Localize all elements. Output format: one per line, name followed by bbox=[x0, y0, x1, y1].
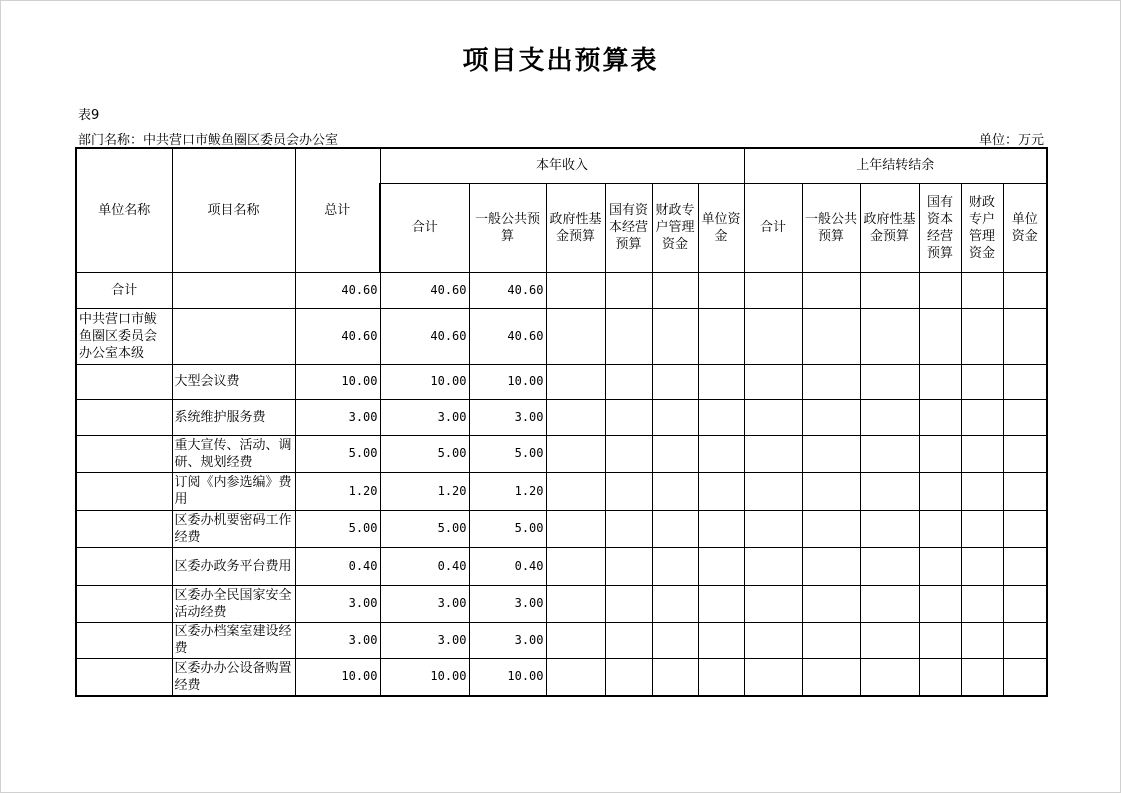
cell-unit-name bbox=[76, 364, 172, 399]
department-name: 部门名称：中共营口市鲅鱼圈区委员会办公室 bbox=[78, 133, 339, 148]
cell-prev-general-budget bbox=[802, 272, 860, 308]
cell-prev-unit-fund bbox=[1003, 658, 1047, 696]
page-title: 项目支出预算表 bbox=[462, 46, 659, 76]
cell-cur-unit-fund bbox=[698, 364, 744, 399]
cell-prev-unit-fund bbox=[1003, 510, 1047, 547]
table-number: 表9 bbox=[78, 108, 100, 123]
cell-cur-fiscal-special bbox=[652, 272, 698, 308]
cell-cur-unit-fund bbox=[698, 308, 744, 364]
header-total: 总计 bbox=[295, 148, 380, 272]
header-prev-unit-fund: 单位资金 bbox=[1003, 183, 1047, 272]
cell-cur-gov-fund bbox=[546, 472, 605, 510]
cell-cur-unit-fund bbox=[698, 622, 744, 658]
cell-prev-state-capital bbox=[919, 308, 961, 364]
cell-cur-subtotal: 10.00 bbox=[380, 364, 469, 399]
budget-table bbox=[75, 147, 1048, 697]
cell-cur-state-capital bbox=[605, 364, 652, 399]
cell-cur-state-capital bbox=[605, 622, 652, 658]
cell-cur-subtotal: 40.60 bbox=[380, 308, 469, 364]
cell-cur-gov-fund bbox=[546, 308, 605, 364]
cell-cur-subtotal: 0.40 bbox=[380, 547, 469, 585]
cell-prev-state-capital bbox=[919, 547, 961, 585]
cell-project-name: 区委办政务平台费用 bbox=[172, 547, 295, 585]
cell-project-name: 区委办机要密码工作经费 bbox=[172, 510, 295, 547]
table-row bbox=[76, 547, 1047, 585]
cell-cur-fiscal-special bbox=[652, 472, 698, 510]
table-row bbox=[76, 399, 1047, 435]
cell-cur-subtotal: 10.00 bbox=[380, 658, 469, 696]
cell-cur-unit-fund bbox=[698, 435, 744, 472]
cell-prev-fiscal-special bbox=[961, 364, 1003, 399]
cell-cur-general-budget: 3.00 bbox=[469, 622, 546, 658]
cell-cur-state-capital bbox=[605, 472, 652, 510]
cell-cur-state-capital bbox=[605, 510, 652, 547]
table-row bbox=[76, 510, 1047, 547]
cell-cur-state-capital bbox=[605, 658, 652, 696]
cell-prev-gov-fund bbox=[860, 622, 919, 658]
cell-prev-state-capital bbox=[919, 399, 961, 435]
cell-cur-general-budget: 40.60 bbox=[469, 272, 546, 308]
cell-cur-gov-fund bbox=[546, 622, 605, 658]
cell-prev-unit-fund bbox=[1003, 585, 1047, 622]
cell-prev-subtotal bbox=[744, 510, 802, 547]
cell-prev-gov-fund bbox=[860, 658, 919, 696]
header-prev-state-capital: 国有资本经营预算 bbox=[919, 183, 961, 272]
cell-cur-unit-fund bbox=[698, 547, 744, 585]
cell-prev-gov-fund bbox=[860, 435, 919, 472]
header-cur-state-capital: 国有资本经营预算 bbox=[605, 183, 652, 272]
cell-cur-fiscal-special bbox=[652, 435, 698, 472]
header-cur-subtotal: 合计 bbox=[380, 183, 469, 272]
cell-prev-fiscal-special bbox=[961, 308, 1003, 364]
cell-total: 3.00 bbox=[295, 399, 380, 435]
cell-prev-gov-fund bbox=[860, 472, 919, 510]
cell-unit-name bbox=[76, 658, 172, 696]
cell-cur-general-budget: 40.60 bbox=[469, 308, 546, 364]
cell-cur-unit-fund bbox=[698, 658, 744, 696]
cell-cur-fiscal-special bbox=[652, 547, 698, 585]
cell-prev-subtotal bbox=[744, 472, 802, 510]
cell-cur-gov-fund bbox=[546, 658, 605, 696]
header-cur-gov-fund: 政府性基金预算 bbox=[546, 183, 605, 272]
cell-prev-fiscal-special bbox=[961, 272, 1003, 308]
cell-prev-gov-fund bbox=[860, 364, 919, 399]
cell-prev-subtotal bbox=[744, 308, 802, 364]
cell-project-name: 区委办全民国家安全活动经费 bbox=[172, 585, 295, 622]
cell-cur-unit-fund bbox=[698, 510, 744, 547]
cell-prev-state-capital bbox=[919, 622, 961, 658]
cell-cur-gov-fund bbox=[546, 364, 605, 399]
cell-cur-fiscal-special bbox=[652, 399, 698, 435]
cell-prev-general-budget bbox=[802, 435, 860, 472]
cell-prev-fiscal-special bbox=[961, 622, 1003, 658]
cell-prev-unit-fund bbox=[1003, 308, 1047, 364]
cell-unit-name bbox=[76, 510, 172, 547]
cell-unit-name bbox=[76, 547, 172, 585]
cell-prev-subtotal bbox=[744, 272, 802, 308]
cell-prev-unit-fund bbox=[1003, 364, 1047, 399]
cell-cur-fiscal-special bbox=[652, 364, 698, 399]
cell-project-name: 区委办办公设备购置经费 bbox=[172, 658, 295, 696]
header-prev-fiscal-special: 财政专户管理资金 bbox=[961, 183, 1003, 272]
cell-unit-name: 合计 bbox=[76, 272, 172, 308]
cell-prev-gov-fund bbox=[860, 547, 919, 585]
cell-total: 0.40 bbox=[295, 547, 380, 585]
header-cur-unit-fund: 单位资金 bbox=[698, 183, 744, 272]
cell-cur-subtotal: 40.60 bbox=[380, 272, 469, 308]
cell-cur-fiscal-special bbox=[652, 510, 698, 547]
table-row bbox=[76, 435, 1047, 472]
table-row bbox=[76, 272, 1047, 308]
unit-label: 单位：万元 bbox=[978, 133, 1044, 148]
header-prev-gov-fund: 政府性基金预算 bbox=[860, 183, 919, 272]
cell-prev-gov-fund bbox=[860, 585, 919, 622]
cell-unit-name: 中共营口市鲅鱼圈区委员会办公室本级 bbox=[76, 308, 172, 364]
cell-prev-gov-fund bbox=[860, 308, 919, 364]
cell-prev-unit-fund bbox=[1003, 547, 1047, 585]
cell-cur-general-budget: 5.00 bbox=[469, 510, 546, 547]
cell-prev-unit-fund bbox=[1003, 435, 1047, 472]
cell-total: 10.00 bbox=[295, 364, 380, 399]
cell-prev-gov-fund bbox=[860, 510, 919, 547]
cell-prev-state-capital bbox=[919, 272, 961, 308]
cell-prev-general-budget bbox=[802, 622, 860, 658]
cell-prev-general-budget bbox=[802, 585, 860, 622]
cell-prev-general-budget bbox=[802, 547, 860, 585]
cell-total: 5.00 bbox=[295, 435, 380, 472]
header-project-name: 项目名称 bbox=[172, 148, 295, 272]
cell-prev-subtotal bbox=[744, 399, 802, 435]
cell-prev-general-budget bbox=[802, 399, 860, 435]
cell-prev-general-budget bbox=[802, 658, 860, 696]
cell-unit-name bbox=[76, 435, 172, 472]
cell-cur-subtotal: 3.00 bbox=[380, 622, 469, 658]
cell-prev-fiscal-special bbox=[961, 435, 1003, 472]
header-unit-name: 单位名称 bbox=[76, 148, 172, 272]
cell-prev-state-capital bbox=[919, 472, 961, 510]
cell-cur-subtotal: 5.00 bbox=[380, 435, 469, 472]
cell-cur-general-budget: 3.00 bbox=[469, 399, 546, 435]
cell-cur-general-budget: 10.00 bbox=[469, 364, 546, 399]
cell-cur-state-capital bbox=[605, 435, 652, 472]
cell-project-name: 订阅《内参选编》费用 bbox=[172, 472, 295, 510]
cell-prev-subtotal bbox=[744, 658, 802, 696]
cell-prev-fiscal-special bbox=[961, 658, 1003, 696]
header-prev-general-budget: 一般公共预算 bbox=[802, 183, 860, 272]
cell-project-name: 重大宣传、活动、调研、规划经费 bbox=[172, 435, 295, 472]
cell-cur-unit-fund bbox=[698, 472, 744, 510]
cell-prev-general-budget bbox=[802, 364, 860, 399]
header-current-year-income: 本年收入 bbox=[380, 148, 744, 183]
table-row bbox=[76, 308, 1047, 364]
cell-cur-general-budget: 0.40 bbox=[469, 547, 546, 585]
header-cur-general-budget: 一般公共预算 bbox=[469, 183, 546, 272]
cell-prev-state-capital bbox=[919, 658, 961, 696]
table-row bbox=[76, 364, 1047, 399]
cell-prev-fiscal-special bbox=[961, 472, 1003, 510]
table-row bbox=[76, 658, 1047, 696]
cell-cur-gov-fund bbox=[546, 435, 605, 472]
header-prev-subtotal: 合计 bbox=[744, 183, 802, 272]
cell-project-name: 系统维护服务费 bbox=[172, 399, 295, 435]
cell-cur-general-budget: 5.00 bbox=[469, 435, 546, 472]
table-row bbox=[76, 622, 1047, 658]
cell-cur-gov-fund bbox=[546, 547, 605, 585]
cell-cur-state-capital bbox=[605, 272, 652, 308]
header-prev-year-carryover: 上年结转结余 bbox=[744, 148, 1047, 183]
cell-project-name: 大型会议费 bbox=[172, 364, 295, 399]
cell-cur-fiscal-special bbox=[652, 658, 698, 696]
cell-prev-state-capital bbox=[919, 364, 961, 399]
cell-cur-unit-fund bbox=[698, 272, 744, 308]
cell-prev-subtotal bbox=[744, 364, 802, 399]
cell-prev-subtotal bbox=[744, 622, 802, 658]
cell-total: 40.60 bbox=[295, 272, 380, 308]
cell-cur-fiscal-special bbox=[652, 585, 698, 622]
cell-cur-gov-fund bbox=[546, 585, 605, 622]
cell-cur-gov-fund bbox=[546, 399, 605, 435]
cell-cur-subtotal: 1.20 bbox=[380, 472, 469, 510]
cell-cur-gov-fund bbox=[546, 272, 605, 308]
cell-prev-general-budget bbox=[802, 308, 860, 364]
cell-prev-unit-fund bbox=[1003, 472, 1047, 510]
cell-unit-name bbox=[76, 472, 172, 510]
cell-prev-unit-fund bbox=[1003, 399, 1047, 435]
table-row bbox=[76, 472, 1047, 510]
cell-cur-unit-fund bbox=[698, 585, 744, 622]
cell-prev-general-budget bbox=[802, 472, 860, 510]
cell-unit-name bbox=[76, 585, 172, 622]
cell-unit-name bbox=[76, 622, 172, 658]
cell-prev-state-capital bbox=[919, 435, 961, 472]
cell-prev-unit-fund bbox=[1003, 622, 1047, 658]
cell-prev-state-capital bbox=[919, 585, 961, 622]
cell-prev-subtotal bbox=[744, 435, 802, 472]
cell-prev-fiscal-special bbox=[961, 585, 1003, 622]
cell-prev-fiscal-special bbox=[961, 399, 1003, 435]
header-cur-fiscal-special: 财政专户管理资金 bbox=[652, 183, 698, 272]
cell-project-name bbox=[172, 308, 295, 364]
cell-cur-state-capital bbox=[605, 399, 652, 435]
cell-cur-general-budget: 3.00 bbox=[469, 585, 546, 622]
cell-cur-subtotal: 3.00 bbox=[380, 585, 469, 622]
cell-cur-general-budget: 1.20 bbox=[469, 472, 546, 510]
cell-cur-gov-fund bbox=[546, 510, 605, 547]
cell-prev-gov-fund bbox=[860, 272, 919, 308]
cell-cur-subtotal: 5.00 bbox=[380, 510, 469, 547]
cell-total: 10.00 bbox=[295, 658, 380, 696]
cell-prev-subtotal bbox=[744, 585, 802, 622]
cell-total: 40.60 bbox=[295, 308, 380, 364]
cell-prev-state-capital bbox=[919, 510, 961, 547]
cell-cur-state-capital bbox=[605, 585, 652, 622]
cell-cur-fiscal-special bbox=[652, 308, 698, 364]
cell-cur-state-capital bbox=[605, 308, 652, 364]
cell-total: 5.00 bbox=[295, 510, 380, 547]
cell-project-name bbox=[172, 272, 295, 308]
cell-total: 1.20 bbox=[295, 472, 380, 510]
cell-cur-general-budget: 10.00 bbox=[469, 658, 546, 696]
cell-prev-fiscal-special bbox=[961, 547, 1003, 585]
cell-prev-gov-fund bbox=[860, 399, 919, 435]
cell-cur-state-capital bbox=[605, 547, 652, 585]
cell-prev-fiscal-special bbox=[961, 510, 1003, 547]
cell-cur-subtotal: 3.00 bbox=[380, 399, 469, 435]
cell-total: 3.00 bbox=[295, 622, 380, 658]
cell-prev-general-budget bbox=[802, 510, 860, 547]
cell-total: 3.00 bbox=[295, 585, 380, 622]
cell-cur-fiscal-special bbox=[652, 622, 698, 658]
cell-prev-subtotal bbox=[744, 547, 802, 585]
cell-project-name: 区委办档案室建设经费 bbox=[172, 622, 295, 658]
cell-prev-unit-fund bbox=[1003, 272, 1047, 308]
table-row bbox=[76, 585, 1047, 622]
cell-cur-unit-fund bbox=[698, 399, 744, 435]
cell-unit-name bbox=[76, 399, 172, 435]
